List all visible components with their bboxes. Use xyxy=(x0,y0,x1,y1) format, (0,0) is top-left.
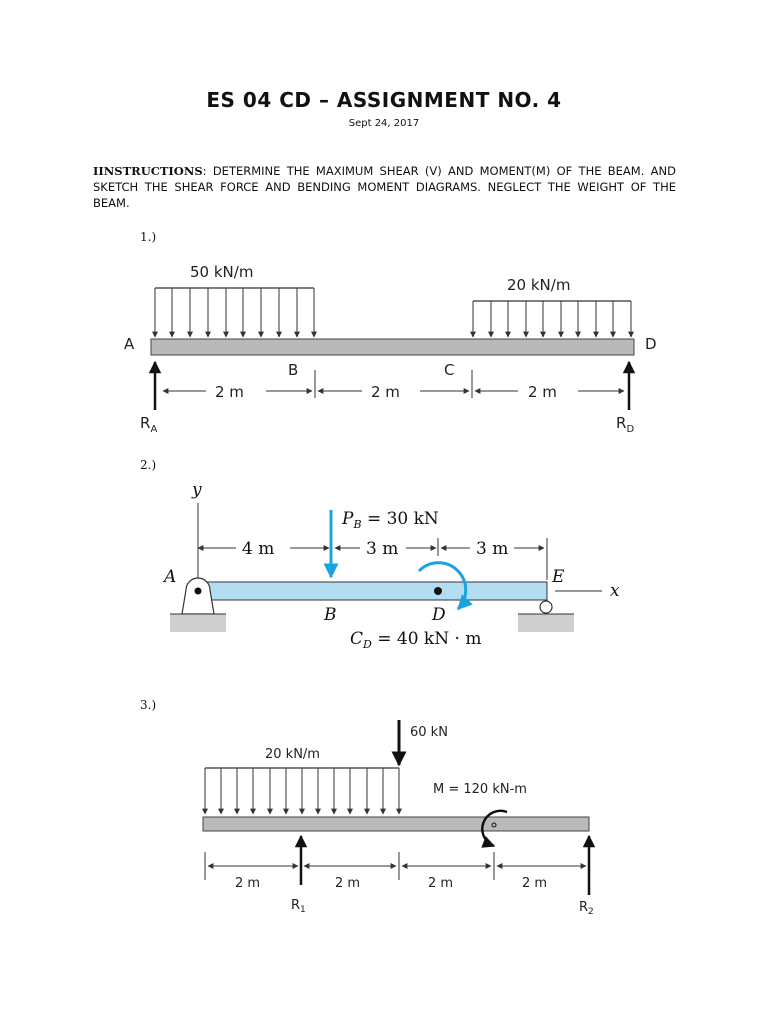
problem-3-diagram xyxy=(0,710,768,925)
point-b-label: B xyxy=(288,361,299,379)
point-load-label: $P_B = 30$ kN xyxy=(342,509,439,531)
point-e-label: E xyxy=(552,567,565,587)
problem-2-number: 2.) xyxy=(140,458,157,472)
point-b-label: B xyxy=(324,605,337,625)
span-1: 2 m xyxy=(235,876,261,891)
moment-label: M = 120 kN-m xyxy=(433,782,527,797)
point-a-label: A xyxy=(164,567,177,587)
point-load-label: 60 kN xyxy=(410,725,448,740)
span-2: 2 m xyxy=(335,876,361,891)
point-d-label: D xyxy=(432,605,446,625)
problem-2-diagram xyxy=(0,470,768,670)
load-label-left: 50 kN/m xyxy=(190,263,254,281)
distributed-load-right xyxy=(473,301,631,337)
span-bc: 2 m xyxy=(371,383,400,401)
reaction-a-label: $R_A$ xyxy=(140,414,158,435)
reaction-d-label: $R_D$ xyxy=(616,414,635,435)
dist-load-label: 20 kN/m xyxy=(265,747,320,762)
instructions-label: IINSTRUCTIONS xyxy=(93,164,203,178)
roller-support xyxy=(518,601,574,632)
point-c-label: C xyxy=(444,361,455,379)
problem-1-diagram xyxy=(0,250,768,450)
span-3: 2 m xyxy=(428,876,454,891)
couple-label: $C_D = 40$ kN · m xyxy=(350,629,482,651)
beam xyxy=(203,817,589,831)
axis-y-label: y xyxy=(192,480,202,500)
axis-x-label: x xyxy=(610,581,620,601)
problem-3-number: 3.) xyxy=(140,698,157,712)
instructions-text: : DETERMINE THE MAXIMUM SHEAR (V) AND MOMENT(M) OF THE BEAM. AND SKETCH THE SHEAR FORCE AND BENDING MOMENT DIAGRAMS. NEGLECT THE WEIGHT OF THE BEAM. xyxy=(93,164,676,210)
load-label-right: 20 kN/m xyxy=(507,276,571,294)
reaction-2-label: $R_2$ xyxy=(579,900,594,917)
problem-1-number: 1.) xyxy=(140,230,157,244)
beam xyxy=(198,582,547,600)
span-ab: 4 m xyxy=(242,539,275,559)
date: Sept 24, 2017 xyxy=(348,118,420,129)
span-4: 2 m xyxy=(522,876,548,891)
span-de: 3 m xyxy=(476,539,509,559)
distributed-load xyxy=(205,768,399,814)
point-d-dot xyxy=(434,587,442,595)
span-bd: 3 m xyxy=(366,539,399,559)
instructions xyxy=(93,163,676,211)
span-cd: 2 m xyxy=(528,383,557,401)
page-title: ES 04 CD – ASSIGNMENT NO. 4 xyxy=(206,88,562,112)
beam xyxy=(151,339,634,355)
distributed-load-left xyxy=(155,288,314,337)
reaction-1-label: $R_1$ xyxy=(291,898,306,915)
span-ab: 2 m xyxy=(215,383,244,401)
point-d-label: D xyxy=(645,335,657,353)
point-a-label: A xyxy=(124,335,135,353)
